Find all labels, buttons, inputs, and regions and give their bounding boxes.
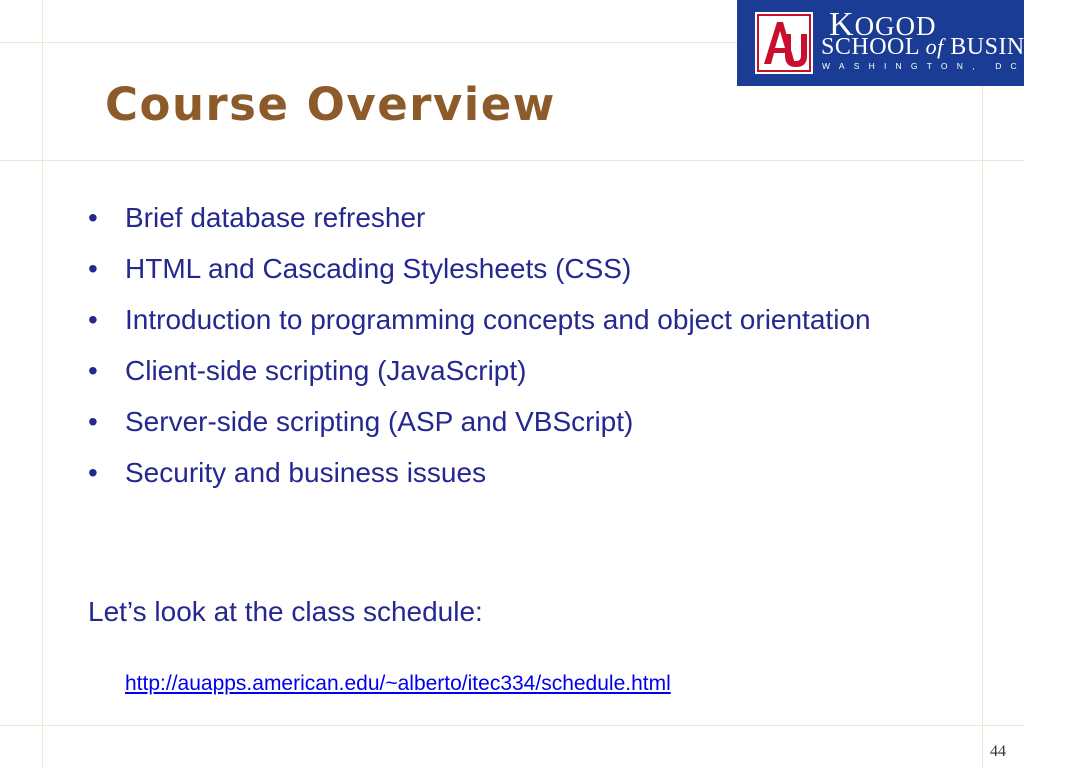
grid-line [0,160,1024,161]
american-university-logo-icon [755,12,813,74]
bullet-icon: • [88,355,98,386]
bullet-icon: • [88,304,98,335]
bullet-text: Security and business issues [125,457,487,488]
bullet-text: HTML and Cascading Stylesheets (CSS) [125,253,632,284]
bullet-icon: • [88,457,98,488]
bullet-icon: • [88,253,98,284]
bullet-text: Server-side scripting (ASP and VBScript) [125,406,634,437]
page-number: 44 [990,743,1006,760]
bullet-icon: • [88,406,98,437]
schedule-lead-text: Let’s look at the class schedule: [88,596,483,627]
bullet-item [88,251,918,286]
bullet-item [88,353,918,388]
logo-school-text: SCHOOL of BUSINESS [821,34,1068,60]
grid-line [0,725,1024,726]
bullet-text: Client-side scripting (JavaScript) [125,355,527,386]
logo-city-text: WASHINGTON, DC [822,61,1026,71]
bullet-list [88,200,918,506]
kogod-logo [737,0,1068,86]
grid-line [982,0,983,768]
bullet-item [88,404,918,439]
grid-line [42,0,43,768]
logo-kogod-text: KOGOD [829,6,937,43]
bullet-item [88,302,918,337]
bullet-icon: • [88,202,98,233]
slide-title: Course Overview [105,78,556,131]
bullet-item [88,200,918,235]
bullet-item [88,455,918,490]
bullet-text: Brief database refresher [125,202,426,233]
bullet-text: Introduction to programming concepts and object orientation [125,304,871,335]
schedule-link[interactable]: http://auapps.american.edu/~alberto/itec334/schedule.html [125,672,671,695]
